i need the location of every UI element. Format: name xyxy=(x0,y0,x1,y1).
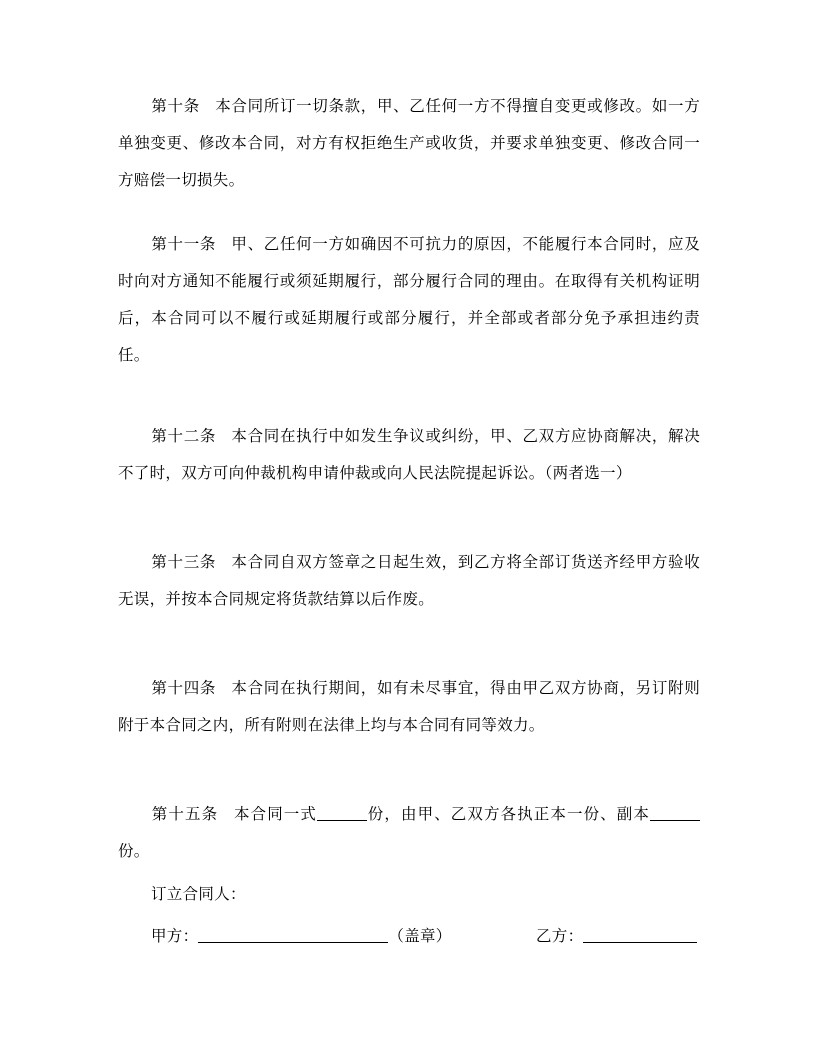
article-15 xyxy=(118,796,700,870)
party-a-blank[interactable] xyxy=(198,927,388,943)
article-15-text-part3: 份。 xyxy=(118,842,150,860)
article-10-text: 本合同所订一切条款，甲、乙任何一方不得擅自变更或修改。如一方单独变更、修改本合同，对方有权拒绝生产或收货，并要求单独变更、修改合同一方赔偿一切损失。 xyxy=(118,97,700,189)
party-b-label: 乙方： xyxy=(536,927,584,945)
article-15-text-part2: 份，由甲、乙双方各执正本一份、副本 xyxy=(367,805,650,823)
copies-total-blank[interactable] xyxy=(317,805,367,821)
article-12-text: 本合同在执行中如发生争议或纠纷，甲、乙双方应协商解决，解决不了时，双方可向仲裁机构申请仲裁或向人民法院提起诉讼。（两者选一） xyxy=(118,427,701,482)
article-11 xyxy=(118,226,700,374)
article-15-number: 第十五条 xyxy=(151,805,219,823)
signatories-title: 订立合同人： xyxy=(151,885,246,903)
article-12 xyxy=(118,418,700,492)
article-15-text-part1: 本合同一式 xyxy=(233,805,317,823)
article-10-number: 第十条 xyxy=(151,97,200,115)
article-13-text: 本合同自双方签章之日起生效，到乙方将全部订货送齐经甲方验收无误，并按本合同规定将货款结算以后作废。 xyxy=(118,553,701,608)
article-14 xyxy=(118,670,700,744)
party-b-blank[interactable] xyxy=(583,927,697,943)
article-13 xyxy=(118,544,700,618)
seal-label: （盖章） xyxy=(388,927,452,945)
article-11-text: 甲、乙任何一方如确因不可抗力的原因，不能履行本合同时，应及时向对方通知不能履行或须延期履行，部分履行合同的理由。在取得有关机构证明后，本合同可以不履行或延期履行或部分履行，并全部或者部分免予承担违约责任。 xyxy=(118,235,701,364)
article-12-number: 第十二条 xyxy=(151,427,217,445)
article-14-text: 本合同在执行期间，如有未尽事宜，得由甲乙双方协商，另订附则附于本合同之内，所有附则在法律上均与本合同有同等效力。 xyxy=(118,679,701,734)
article-10 xyxy=(118,88,700,199)
party-b-signature-line xyxy=(536,918,697,955)
article-11-number: 第十一条 xyxy=(151,235,217,253)
copies-duplicate-blank[interactable] xyxy=(650,805,700,821)
article-13-number: 第十三条 xyxy=(151,553,217,571)
party-a-label: 甲方： xyxy=(151,927,199,945)
party-a-signature-line xyxy=(151,918,452,955)
article-14-number: 第十四条 xyxy=(151,679,217,697)
